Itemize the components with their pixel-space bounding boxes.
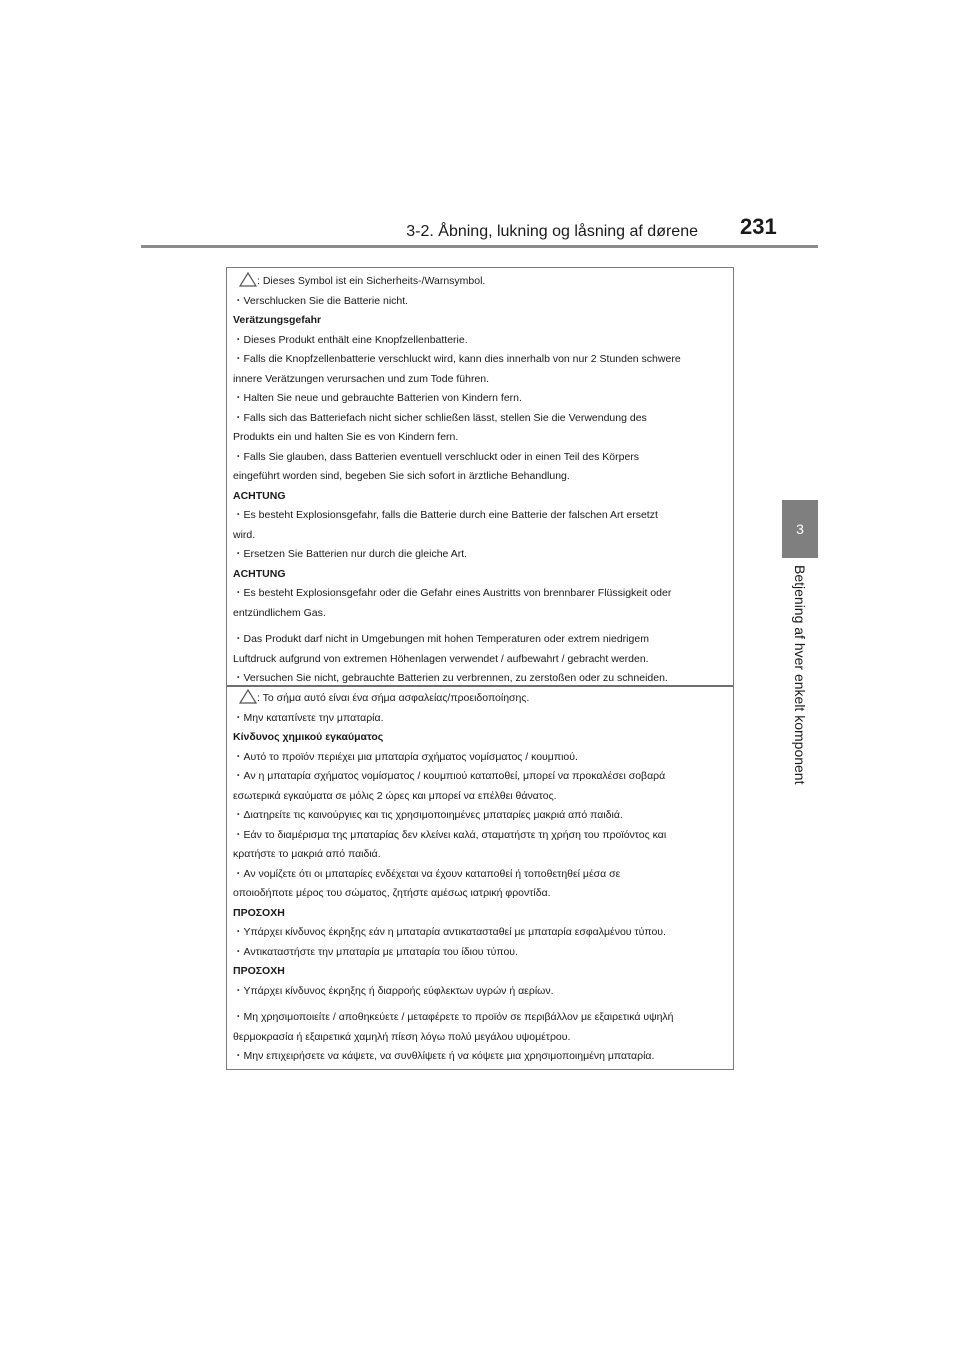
text-line: ・Αν νομίζετε ότι οι μπαταρίες ενδέχεται να έχουν καταποθεί ή τοποθετηθεί μέσα σε <box>233 867 621 880</box>
warning-symbol-line <box>233 272 729 292</box>
text-line: ・Dieses Produkt enthält eine Knopfzellenbatterie. <box>233 333 468 346</box>
text-line: ・Υπάρχει κίνδυνος έκρηξης εάν η μπαταρία αντικατασταθεί με μπαταρία εσφαλμένου τύπου. <box>233 926 666 938</box>
text-line: ・Falls die Knopfzellenbatterie verschluckt wird, kann dies innerhalb von nur 2 Stunden schwere <box>233 353 681 365</box>
chapter-label: Betjening af hver enkelt komponent <box>792 565 808 785</box>
text-line: eingeführt worden sind, begeben Sie sich sofort in ärztliche Behandlung. <box>233 470 570 482</box>
text-line: ・Ersetzen Sie Batterien nur durch die gleiche Art. <box>233 548 468 560</box>
section-heading: ACHTUNG <box>233 567 286 580</box>
text-line: Luftdruck aufgrund von extremen Höhenlagen verwendet / aufbewahrt / gebracht werden. <box>233 652 649 665</box>
chapter-tab <box>782 500 818 558</box>
text-line: ・Διατηρείτε τις καινούργιες και τις χρησιμοποιημένες μπαταρίες μακριά από παιδιά. <box>233 809 623 821</box>
german-warning-section <box>233 272 729 689</box>
text-line: ・Μην επιχειρήσετε να κάψετε, να συνθλίψετε ή να κόψετε μια χρησιμοποιημένη μπαταρία. <box>233 1050 655 1062</box>
text-line: θερμοκρασία ή εξαιρετικά χαμηλή πίεση λόγω πολύ μεγάλου υψομέτρου. <box>233 1030 571 1043</box>
text-line: entzündlichem Gas. <box>233 606 326 619</box>
chapter-number: 3 <box>796 521 804 537</box>
text-line: ・Es besteht Explosionsgefahr oder die Gefahr eines Austritts von brennbarer Flüssigkeit oder <box>233 587 672 599</box>
text-line: κρατήστε το μακριά από παιδιά. <box>233 848 381 860</box>
section-heading: Κίνδυνος χημικού εγκαύματος <box>233 731 384 743</box>
symbol-description: : Το σήμα αυτό είναι ένα σήμα ασφαλείας/προειδοποίησης. <box>257 692 530 704</box>
section-divider <box>227 685 733 687</box>
symbol-description: : Dieses Symbol ist ein Sicherheits-/Warnsymbol. <box>257 275 486 287</box>
text-line: ・Falls sich das Batteriefach nicht sicher schließen lässt, stellen Sie die Verwendung des <box>233 411 647 424</box>
section-heading: ACHTUNG <box>233 489 286 502</box>
text-line: Produkts ein und halten Sie es von Kindern fern. <box>233 431 459 443</box>
text-line: ・Αντικαταστήστε την μπαταρία με μπαταρία του ίδιου τύπου. <box>233 945 518 958</box>
text-line: εσωτερικά εγκαύματα σε μόλις 2 ώρες και μπορεί να επέλθει θάνατος. <box>233 789 557 802</box>
text-line: ・Falls Sie glauben, dass Batterien eventuell verschluckt oder in einen Teil des Körpers <box>233 450 640 463</box>
battery-warning-box <box>226 267 734 1070</box>
section-heading: Verätzungsgefahr <box>233 314 322 326</box>
section-heading: ΠΡΟΣΟΧΗ <box>233 965 285 977</box>
text-line: ・Versuchen Sie nicht, gebrauchte Batterien zu verbrennen, zu zerstoßen oder zu schneiden. <box>233 672 668 684</box>
text-line: ・Verschlucken Sie die Batterie nicht. <box>233 294 409 307</box>
warning-triangle-icon <box>239 272 257 287</box>
text-line: innere Verätzungen verursachen und zum Tode führen. <box>233 372 490 385</box>
text-line: ・Αν η μπαταρία σχήματος νομίσματος / κουμπιού καταποθεί, μπορεί να προκαλέσει σοβαρά <box>233 770 666 782</box>
text-line: ・Αυτό το προϊόν περιέχει μια μπαταρία σχήματος νομίσματος / κουμπιού. <box>233 750 578 763</box>
text-line: οποιοδήποτε μέρος του σώματος, ζητήστε αμέσως ιατρική φροντίδα. <box>233 887 551 899</box>
warning-symbol-line <box>233 689 729 709</box>
header-rule <box>141 245 818 248</box>
text-line: ・Υπάρχει κίνδυνος έκρηξης ή διαρροής εύφλεκτων υγρών ή αερίων. <box>233 984 554 997</box>
page-number: 231 <box>740 214 777 239</box>
greek-warning-section <box>233 689 729 1067</box>
text-line: ・Es besteht Explosionsgefahr, falls die Batterie durch eine Batterie der falschen Art ersetzt <box>233 509 658 521</box>
section-title: 3-2. Åbning, lukning og låsning af dørene <box>406 223 698 240</box>
text-line: ・Εάν το διαμέρισμα της μπαταρίας δεν κλείνει καλά, σταματήστε τη χρήση του προϊόντος και <box>233 828 667 841</box>
warning-triangle-icon <box>239 689 257 704</box>
section-heading: ΠΡΟΣΟΧΗ <box>233 906 285 919</box>
text-line: ・Halten Sie neue und gebrauchte Batterien von Kindern fern. <box>233 392 522 404</box>
text-line: ・Μην καταπίνετε την μπαταρία. <box>233 711 384 724</box>
chapter-side-label <box>782 565 818 800</box>
text-line: wird. <box>233 528 256 541</box>
text-line: ・Das Produkt darf nicht in Umgebungen mit hohen Temperaturen oder extrem niedrigem <box>233 633 649 645</box>
text-line: ・Μη χρησιμοποιείτε / αποθηκεύετε / μεταφέρετε το προϊόν σε περιβάλλον με εξαιρετικά υψηλή <box>233 1011 674 1023</box>
